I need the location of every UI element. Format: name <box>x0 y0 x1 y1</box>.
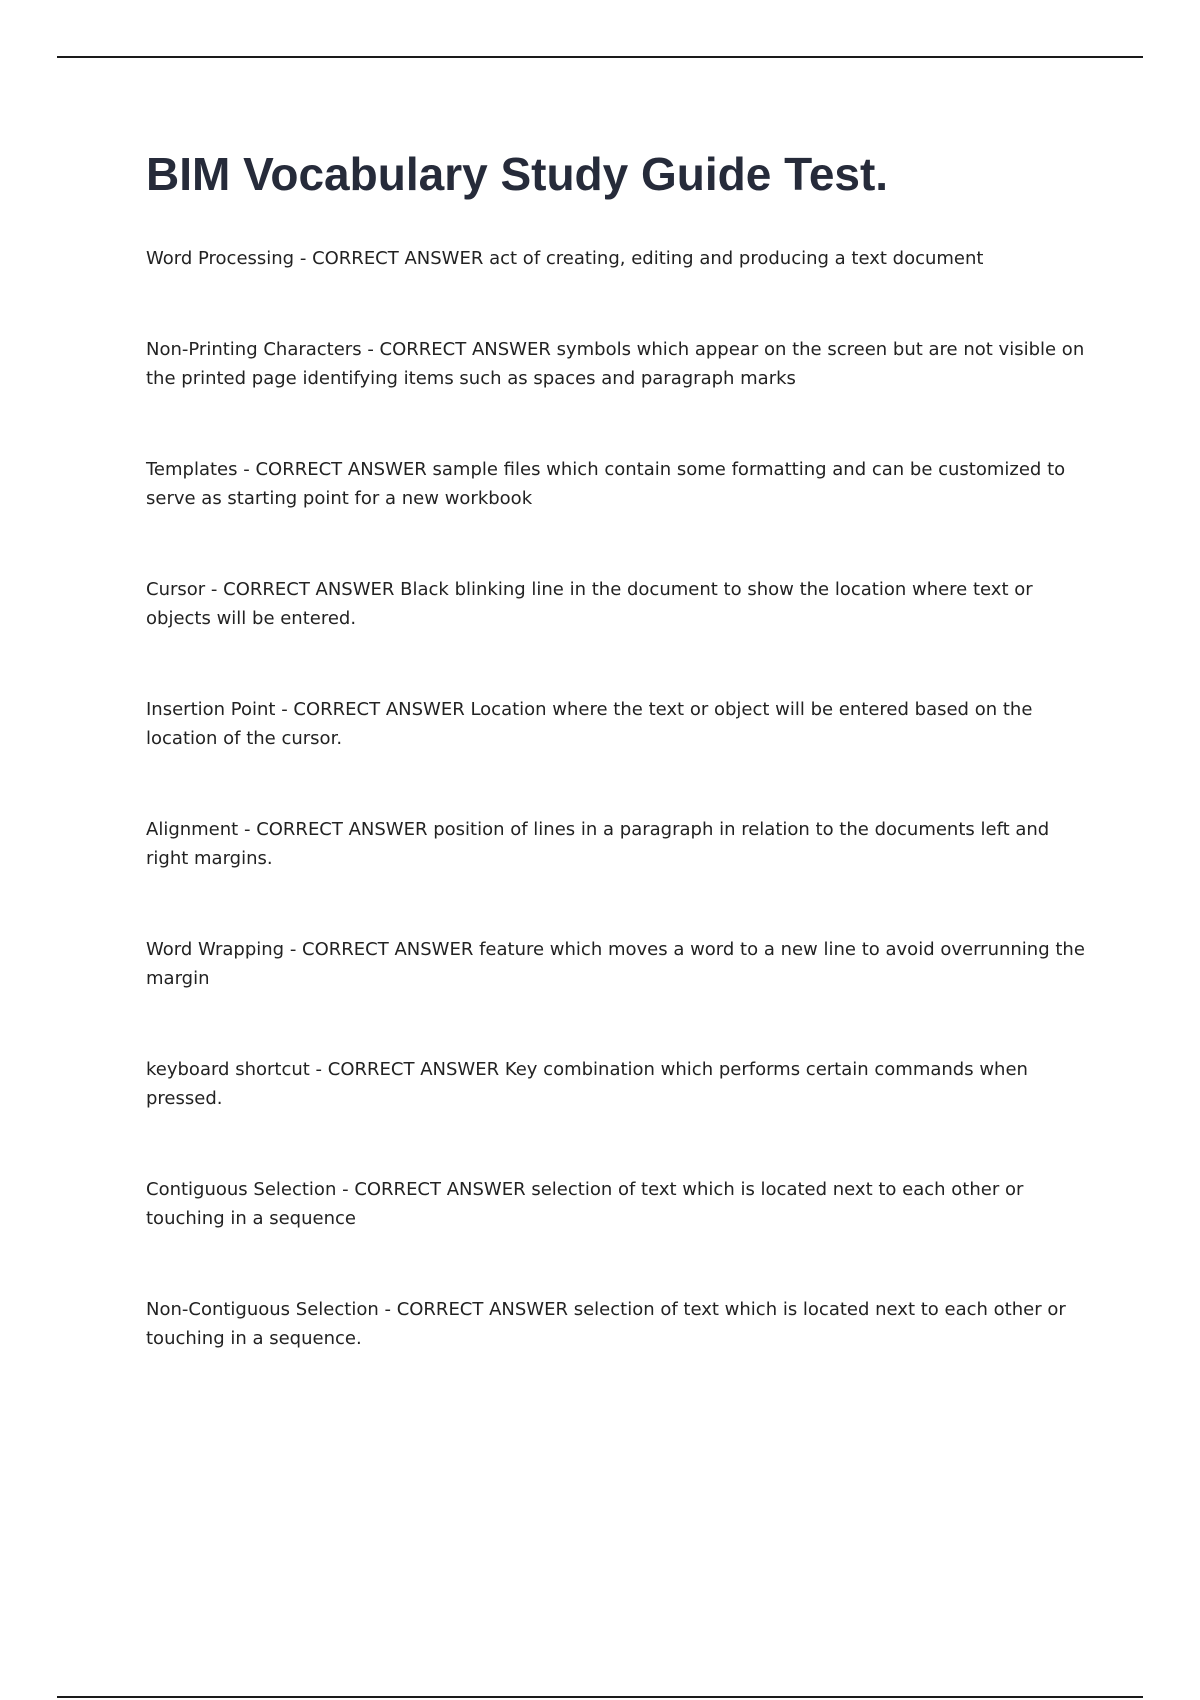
entry-term: Non-Contiguous Selection <box>146 1299 379 1320</box>
entry-separator: - <box>361 339 380 360</box>
answer-marker: CORRECT ANSWER <box>256 819 428 840</box>
top-rule <box>57 56 1143 58</box>
entry-definition: position of lines in a paragraph in relation to the documents left and right margins. <box>146 819 1050 869</box>
entry-definition: Location where the text or object will be entered based on the location of the cursor. <box>146 699 1033 749</box>
entry-separator: - <box>336 1179 355 1200</box>
vocabulary-entry <box>146 1175 1096 1233</box>
answer-marker: CORRECT ANSWER <box>223 579 395 600</box>
answer-marker: CORRECT ANSWER <box>396 1299 568 1320</box>
answer-marker: CORRECT ANSWER <box>293 699 465 720</box>
entry-separator: - <box>237 459 256 480</box>
entry-term: Insertion Point <box>146 699 276 720</box>
entry-term: Word Wrapping <box>146 939 285 960</box>
entry-term: Word Processing <box>146 248 295 269</box>
answer-marker: CORRECT ANSWER <box>327 1059 500 1080</box>
vocabulary-entry <box>146 695 1096 753</box>
bottom-rule <box>57 1696 1143 1698</box>
entry-term: Non-Printing Characters <box>146 339 362 360</box>
entry-definition: Key combination which performs certain commands when pressed. <box>146 1059 1028 1109</box>
entry-separator: - <box>284 939 303 960</box>
entry-definition: symbols which appear on the screen but are not visible on the printed page identifying items such as spaces and paragraph marks <box>146 339 1085 389</box>
answer-marker: CORRECT ANSWER <box>312 248 484 269</box>
entry-separator: - <box>309 1059 328 1080</box>
entry-term: Cursor <box>146 579 206 600</box>
answer-marker: CORRECT ANSWER <box>302 939 474 960</box>
entry-definition: act of creating, editing and producing a text document <box>489 248 984 269</box>
vocabulary-entry <box>146 335 1096 393</box>
entry-term: keyboard shortcut <box>146 1059 310 1080</box>
answer-marker: CORRECT ANSWER <box>379 339 551 360</box>
vocabulary-list <box>146 244 1096 1353</box>
entry-definition: selection of text which is located next to each other or touching in a sequence <box>146 1179 1024 1229</box>
entry-definition: selection of text which is located next to each other or touching in a sequence. <box>146 1299 1066 1349</box>
entry-separator: - <box>294 248 313 269</box>
vocabulary-entry <box>146 815 1096 873</box>
answer-marker: CORRECT ANSWER <box>255 459 427 480</box>
vocabulary-entry <box>146 244 1096 273</box>
entry-term: Contiguous Selection <box>146 1179 337 1200</box>
vocabulary-entry <box>146 1055 1096 1113</box>
entry-separator: - <box>205 579 224 600</box>
vocabulary-entry <box>146 455 1096 513</box>
entry-definition: Black blinking line in the document to show the location where text or objects will be entered. <box>146 579 1033 629</box>
vocabulary-entry <box>146 935 1096 993</box>
vocabulary-entry <box>146 575 1096 633</box>
entry-term: Alignment <box>146 819 239 840</box>
answer-marker: CORRECT ANSWER <box>354 1179 526 1200</box>
entry-definition: sample files which contain some formatting and can be customized to serve as starting point for a new workbook <box>146 459 1066 509</box>
entry-definition: feature which moves a word to a new line to avoid overrunning the margin <box>146 939 1085 989</box>
vocabulary-entry <box>146 1295 1096 1353</box>
entry-separator: - <box>238 819 257 840</box>
entry-separator: - <box>378 1299 397 1320</box>
entry-term: Templates <box>146 459 238 480</box>
document-title: BIM Vocabulary Study Guide Test. <box>146 148 889 200</box>
entry-separator: - <box>275 699 294 720</box>
